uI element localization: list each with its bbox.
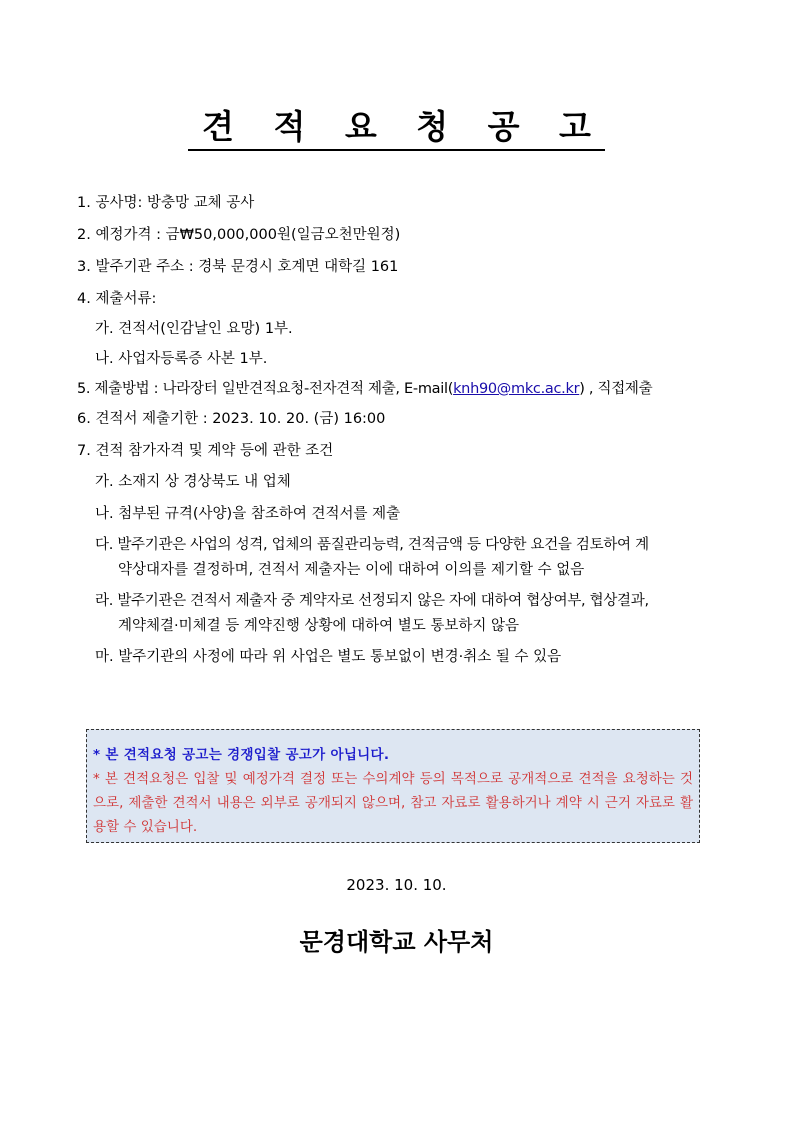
document-title [0, 107, 793, 151]
item-condition-a: 가. 소재지 상 경상북도 내 업체 [95, 474, 291, 490]
item-condition-d-line1: 라. 발주기관은 견적서 제출자 중 계약자로 선정되지 않은 자에 대하여 협상여부, 협상결과, [95, 593, 649, 609]
email-link[interactable]: knh90@mkc.ac.kr [453, 381, 580, 397]
item-documents-a: 가. 견적서(인감날인 요망) 1부. [95, 321, 293, 337]
item-conditions: 7. 견적 참가자격 및 계약 등에 관한 조건 [77, 443, 334, 459]
notice-line-1 [93, 743, 389, 763]
item-project-name: 1. 공사명: 방충망 교체 공사 [77, 195, 255, 211]
notice-star-2: * [93, 771, 100, 787]
item-condition-c-line2: 약상대자를 결정하며, 견적서 제출자는 이에 대하여 이의를 제기할 수 없음 [118, 562, 585, 578]
item-submission-method [77, 380, 652, 398]
item-documents: 4. 제출서류: [77, 291, 157, 307]
item-estimated-price: 2. 예정가격 : 금₩50,000,000원(일금오천만원정) [77, 227, 401, 243]
notice-line-2 [93, 767, 693, 839]
document-title-text: 견 적 요 청 공 고 [188, 107, 605, 151]
item-deadline: 6. 견적서 제출기한 : 2023. 10. 20. (금) 16:00 [77, 411, 386, 427]
notice-line-2-text: 본 견적요청은 입찰 및 예정가격 결정 또는 수의계약 등의 목적으로 공개적으로 견적을 요청하는 것으로, 제출한 견적서 내용은 외부로 공개되지 않으며, 참고 자료로 활용하거나 계약 시 근거 자료로 활용할 수 있습니다. [93, 771, 693, 835]
notice-star-1: * [93, 747, 101, 763]
item-agency-address: 3. 발주기관 주소 : 경북 문경시 호계면 대학길 161 [77, 259, 399, 275]
item-condition-c-line1: 다. 발주기관은 사업의 성격, 업체의 품질관리능력, 견적금액 등 다양한 요건을 검토하여 계 [95, 537, 649, 553]
submission-method-text: 5. 제출방법 : 나라장터 일반견적요청-전자견적 제출, E-mail( [77, 381, 454, 397]
item-condition-e: 마. 발주기관의 사정에 따라 위 사업은 별도 통보없이 변경·취소 될 수 있음 [95, 649, 562, 665]
item-condition-d-line2: 계약체결·미체결 등 계약진행 상황에 대하여 별도 통보하지 않음 [118, 618, 520, 634]
item-documents-b: 나. 사업자등록증 사본 1부. [95, 351, 268, 367]
item-condition-b: 나. 첨부된 규격(사양)을 참조하여 견적서를 제출 [95, 506, 401, 522]
notice-line-1-text: 본 견적요청 공고는 경쟁입찰 공고가 아닙니다. [105, 747, 390, 763]
notice-box [86, 729, 700, 843]
document-date: 2023. 10. 10. [346, 876, 447, 894]
organization-name: 문경대학교 사무처 [299, 928, 494, 956]
submission-method-suffix: ) , 직접제출 [579, 381, 653, 397]
